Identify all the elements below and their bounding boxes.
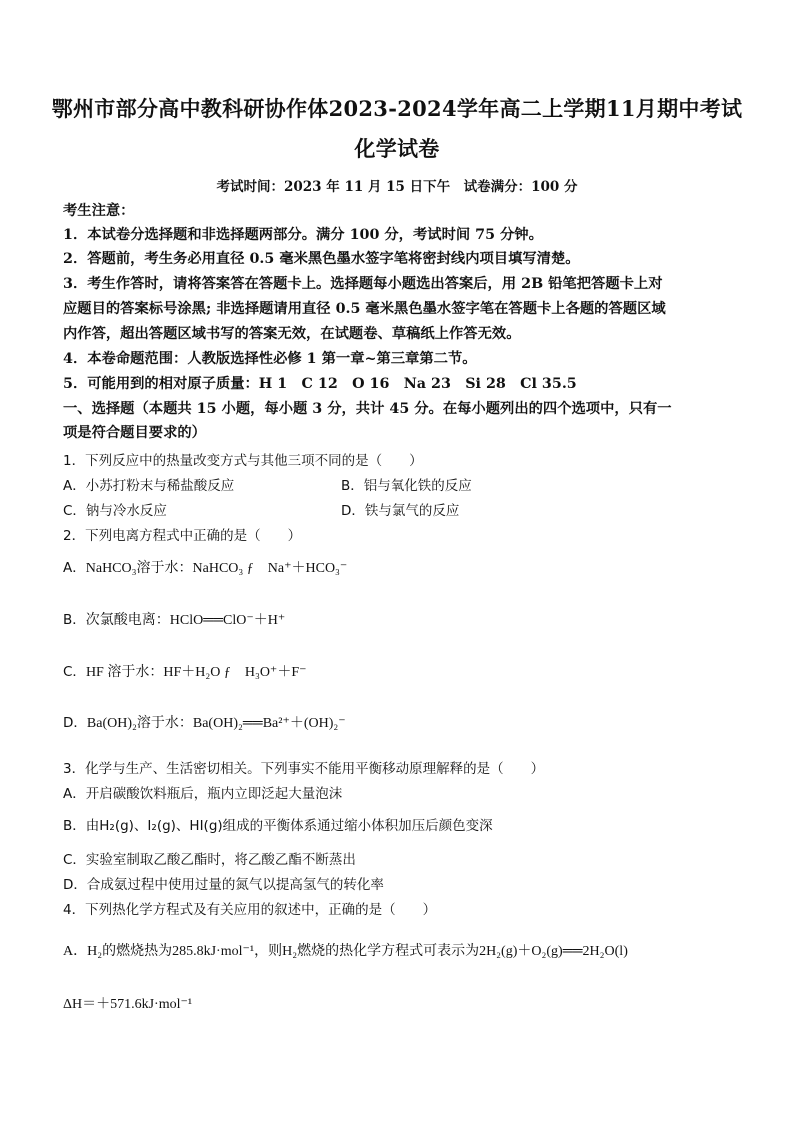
q2-option-b-label: B． [63,612,86,628]
q3-option-b: B．由H₂(g)、I₂(g)、HI(g)组成的平衡体系通过缩小体积加压后颜色变深 [63,818,493,834]
notice-item-2: 2．答题前，考生务必用直径 0.5 毫米黑色墨水签字笔将密封线内项目填写清楚。 [63,251,580,267]
q2-option-d-equation: Ba(OH)₂溶于水：Ba(OH)₂══Ba²⁺＋(OH)₂⁻ [86,716,346,731]
notice-item-3-line-3: 内作答，超出答题区域书写的答案无效，在试题卷、草稿纸上作答无效。 [63,326,521,342]
q3-stem: 3．化学与生产、生活密切相关。下列事实不能用平衡移动原理解释的是（ ） [63,761,545,777]
q2-option-c-label: C． [63,664,86,680]
q2-option-c [63,660,307,681]
q3-option-c: C．实验室制取乙酸乙酯时，将乙酸乙酯不断蒸出 [63,852,356,868]
q1-option-b: B．铝与氧化铁的反应 [341,478,472,494]
notice-item-5: 5．可能用到的相对原子质量：H 1 C 12 O 16 Na 23 Si 28 Cl 35.5 [63,376,577,392]
notice-item-1: 1．本试卷分选择题和非选择题两部分。满分 100 分，考试时间 75 分钟。 [63,227,543,243]
notice-item-3-line-1: 3．考生作答时，请将答案答在答题卡上。选择题每小题选出答案后，用 2B 铅笔把答题卡上对 [63,276,663,292]
q4-option-a: A．H₂的燃烧热为285.8kJ·mol⁻¹，则H₂燃烧的热化学方程式可表示为2H₂(g)＋O₂(g)══2H₂O(l) [63,944,628,959]
q2-option-c-equation: HF 溶于水：HF＋H₂O ƒ H₃O⁺＋F⁻ [85,665,307,680]
q1-option-a: A．小苏打粉末与稀盐酸反应 [63,478,235,494]
q2-option-b-equation: 次氯酸电离：HClO══ClO⁻＋H⁺ [85,613,286,628]
subject-title: 化学试卷 [354,136,440,161]
section-heading-line-2: 项是符合题目要求的） [63,425,206,441]
q1-stem: 1．下列反应中的热量改变方式与其他三项不同的是（ ） [63,453,423,469]
q3-option-a: A．开启碳酸饮料瓶后，瓶内立即泛起大量泡沫 [63,786,343,802]
exam-title: 鄂州市部分高中教科研协作体2023-2024学年高二上学期11月期中考试 [51,96,743,121]
q2-option-d [63,711,346,732]
q1-option-d: D．铁与氯气的反应 [341,503,460,519]
section-heading-line-1: 一、选择题（本题共 15 小题，每小题 3 分，共计 45 分。在每小题列出的四个选项中，只有一 [63,401,672,417]
notice-heading: 考生注意： [63,203,135,219]
q3-option-d: D．合成氨过程中使用过量的氮气以提高氢气的转化率 [63,877,384,893]
notice-item-3-line-2: 应题目的答案标号涂黑; 非选择题请用直径 0.5 毫米黑色墨水签字笔在答题卡上各题的答题区域 [63,301,666,317]
q4-option-a-enthalpy: ΔH＝＋571.6kJ·mol⁻¹ [63,997,193,1012]
q1-option-c: C．钠与冷水反应 [63,503,167,519]
q4-stem: 4．下列热化学方程式及有关应用的叙述中，正确的是（ ） [63,902,437,918]
q2-stem: 2．下列电离方程式中正确的是（ ） [63,528,302,544]
q2-option-a-equation: NaHCO₃溶于水：NaHCO₃ ƒ Na⁺＋HCO₃⁻ [85,561,348,576]
q2-option-b [63,608,285,629]
q2-option-a-label: A． [63,560,86,576]
q2-option-d-label: D． [63,715,87,731]
q2-option-a [63,556,347,577]
notice-item-4: 4．本卷命题范围：人教版选择性必修 1 第一章~第三章第二节。 [63,351,477,367]
exam-info: 考试时间：2023 年 11 月 15 日下午 试卷满分：100 分 [216,179,578,195]
